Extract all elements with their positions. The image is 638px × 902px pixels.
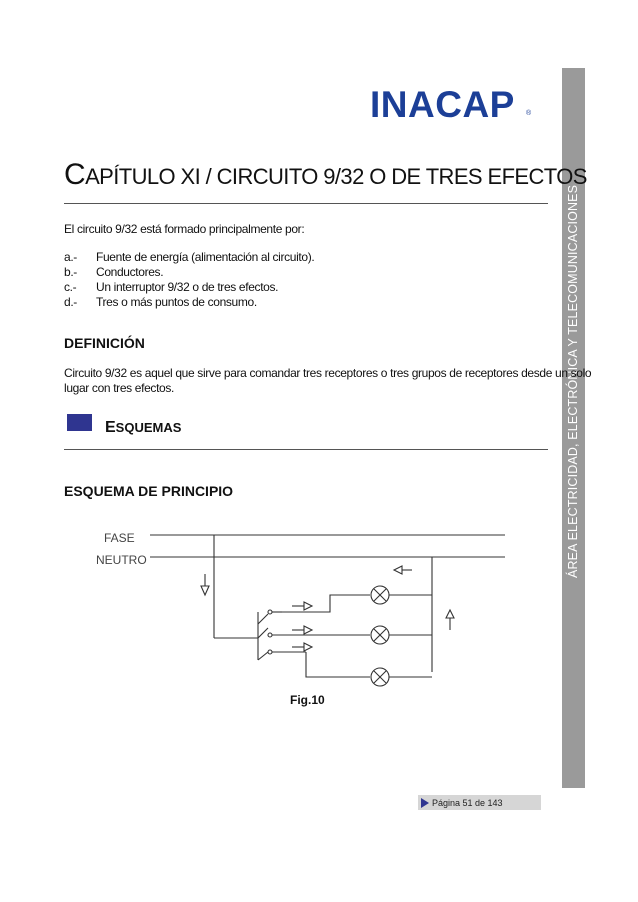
arrow-up-icon [446,610,454,630]
list-item-label: c.- [64,280,77,294]
switch-contact-3 [258,650,306,660]
logo-registered-mark: ® [526,110,532,117]
arrow-down-icon [201,574,209,595]
branch-wire-3 [306,652,370,677]
page-number: Página 51 de 143 [432,798,503,808]
diagram-label-neutro: NEUTRO [96,553,147,567]
intro-text: El circuito 9/32 está formado principalmente por: [64,222,305,236]
arrow-right-icon [292,602,312,610]
list-item-text: Conductores. [96,265,164,279]
lamp-icon-3 [371,668,389,686]
definition-line-2: lugar con tres efectos. [64,381,175,395]
inacap-logo: INACAP [370,84,515,125]
definition-line-1: Circuito 9/32 es aquel que sirve para comandar tres receptores o tres grupos de receptores desde un solo [64,366,592,380]
circuit-diagram [90,520,515,692]
section-heading-rest: SQUEMAS [115,420,182,435]
section-marker-box [67,414,92,431]
list-item-text: Fuente de energía (alimentación al circuito). [96,250,315,264]
list-item-text: Un interruptor 9/32 o de tres efectos. [96,280,279,294]
list-item-label: a.- [64,250,77,264]
title-rule [64,203,548,204]
section-heading-esquemas [105,419,181,437]
switch-contact-1 [258,610,282,624]
arrow-right-icon [292,626,312,634]
lamp-icon-1 [371,586,389,604]
figure-caption: Fig.10 [290,693,325,707]
schematic-heading: ESQUEMA DE PRINCIPIO [64,483,234,499]
arrow-left-icon [394,566,412,574]
chapter-title-initial: C [64,158,86,191]
list-item-label: b.- [64,265,77,279]
chapter-title [64,158,587,192]
chapter-title-rest: APÍTULO XI / CIRCUITO 9/32 O DE TRES EFECTOS [85,164,587,189]
section-rule [64,449,548,450]
list-item-text: Tres o más puntos de consumo. [96,295,257,309]
lamp-icon-2 [371,626,389,644]
diagram-label-fase: FASE [104,531,135,545]
list-item-label: d.- [64,295,77,309]
section-heading-initial: E [105,419,116,436]
branch-wire-1 [282,595,370,612]
sidebar-label: ÁREA ELECTRICIDAD, ELECTRÓNICA Y TELECOMUNICACIONES [566,184,580,578]
page-arrow-icon [421,798,429,808]
arrow-right-icon [292,643,312,651]
definition-heading: DEFINICIÓN [64,335,145,351]
